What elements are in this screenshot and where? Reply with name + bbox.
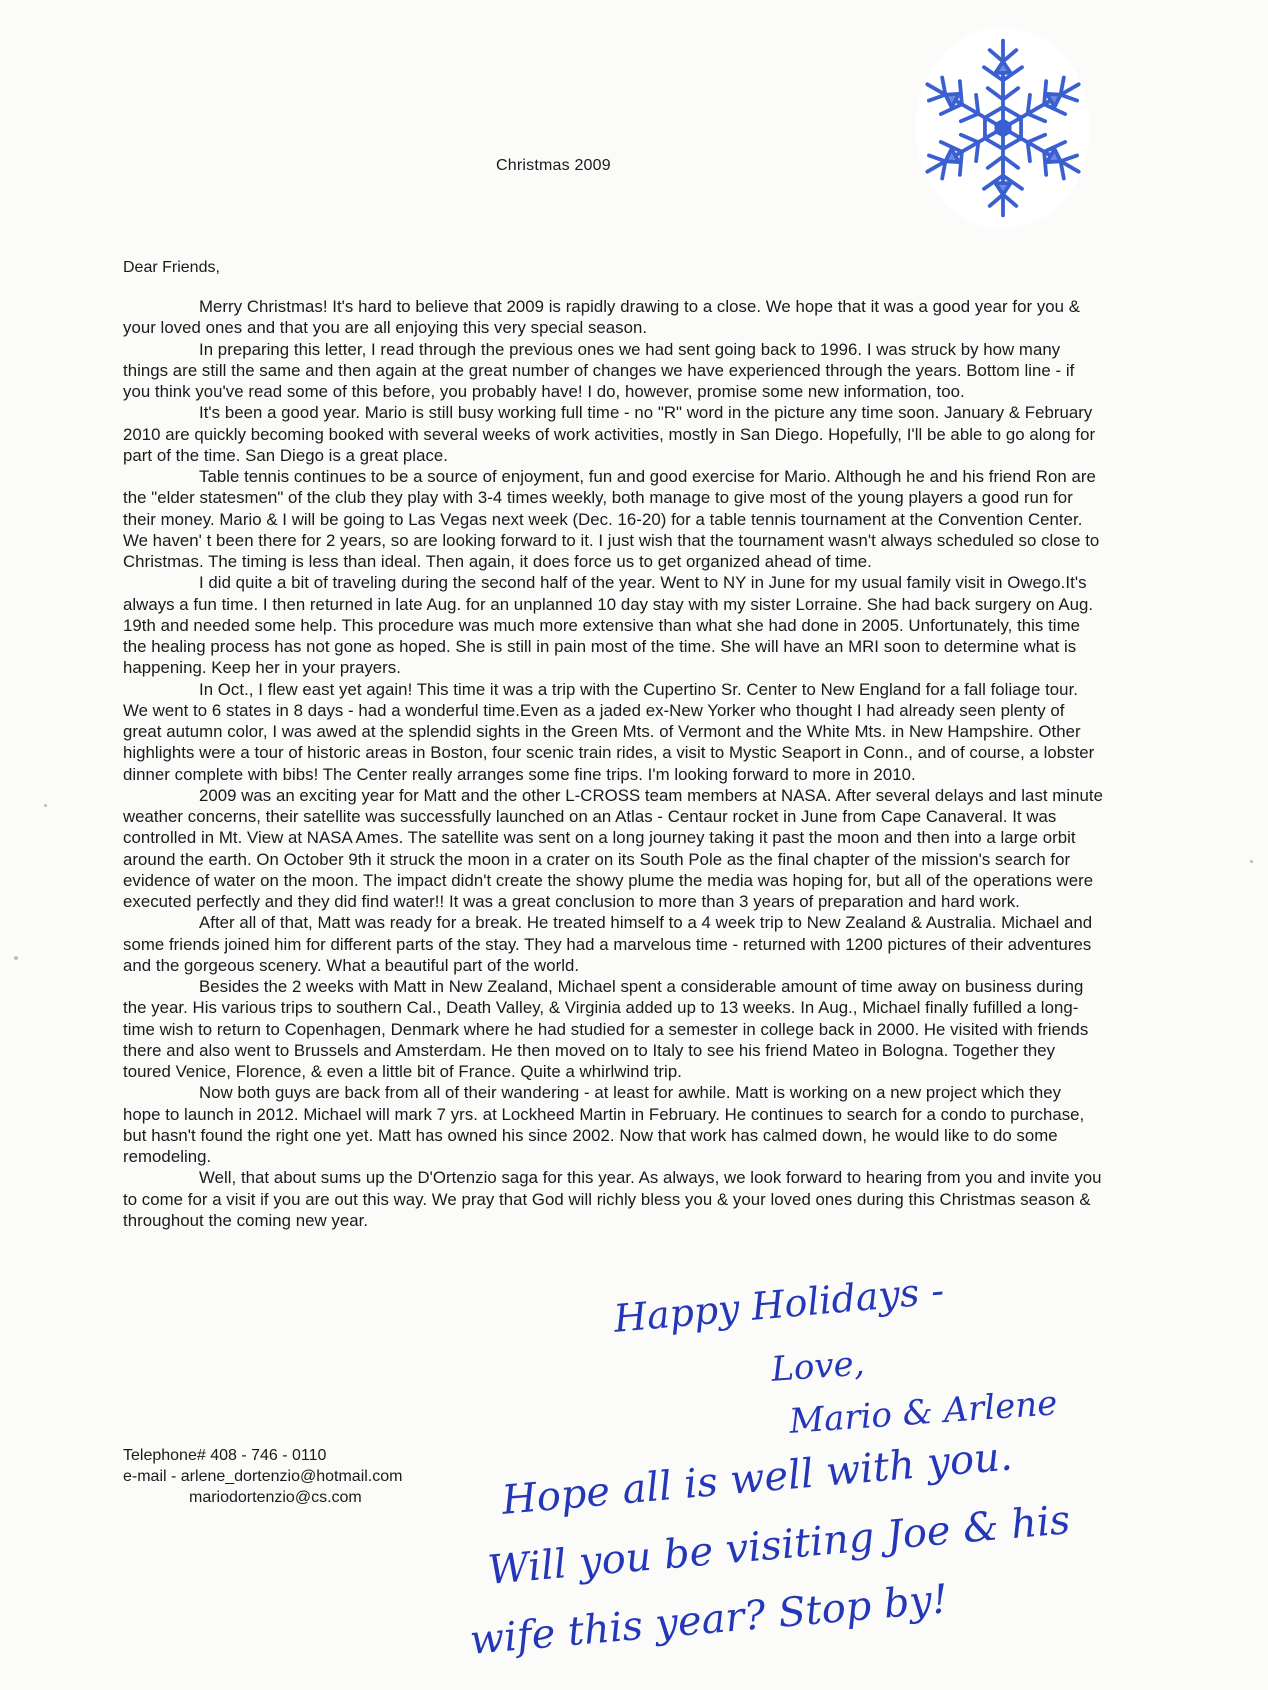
salutation: Dear Friends, [123,259,220,276]
paragraph: It's been a good year. Mario is still busy working full time - no "R" word in the picture any time soon. January & February 2010 are quickly becoming booked with several weeks of work activities, mostly in San Diego. Hopefully, I'll be able to go along for part of the time. San Diego is a great place. [123,403,1096,465]
letter-body [123,296,1103,1231]
paragraph: In Oct., I flew east yet again! This time it was a trip with the Cupertino Sr. Center to New England for a fall foliage tour. We went to 6 states in 8 days - had a wonderful time.Even as a jaded ex-New Yorker who thought I had already seen plenty of great autumn color, I was awed at the splendid sights in the Green Mts. of Vermont and the White Mts. in New Hampshire. Other highlights were a tour of historic areas in Boston, four scenic train rides, a visit to Mystic Seaport in Conn., and of course, a lobster dinner complete with bibs! The Center really arranges some fine trips. I'm looking forward to more in 2010. [123,679,1095,784]
scan-speck [44,804,47,807]
paragraph: 2009 was an exciting year for Matt and the other L-CROSS team members at NASA. After several delays and last minute weather concerns, their satellite was successfully launched on an Atlas - Centaur rocket in June from Cape Canaveral. It was controlled in Mt. View at NASA Ames. The satellite was sent on a long journey taking it past the moon and then into a large orbit around the earth. On October 9th it struck the moon in a crater on its South Pole as the final chapter of the mission's search for evidence of water on the moon. The impact didn't create the showy plume the media was hoping for, but all of the operations were executed perfectly and they did find water!! It was a great conclusion to more than 3 years of preparation and hard work. [123,785,1103,911]
paragraph: Now both guys are back from all of their wandering - at least for awhile. Matt is working on a new project which they hope to launch in 2012. Michael will mark 7 yrs. at Lockheed Martin in February. He continues to search for a condo to purchase, but hasn't found the right one yet. Matt has owned his since 2002. Now that work has calmed down, he would like to do some remodeling. [123,1083,1085,1166]
telephone-number: Telephone# 408 - 746 - 0110 [123,1447,327,1464]
scan-speck [1250,860,1253,863]
handwritten-note-line: Will you be visiting Joe & his [486,1497,1073,1594]
paragraph: In preparing this letter, I read through the previous ones we had sent going back to 1996. I was struck by how many things are still the same and then again at the great number of changes we have experienced through the years. Bottom line - if you think you've read some of this before, you probably have! I do, however, promise some new information, too. [123,339,1075,401]
email-address-mario: mariodortenzio@cs.com [189,1489,362,1506]
paragraph: Besides the 2 weeks with Matt in New Zealand, Michael spent a considerable amount of time away on business during the year. His various trips to southern Cal., Death Valley, & Virginia added up to 13 weeks. In Aug., Michael finally fufilled a long-time wish to return to Copenhagen, Denmark where he had studied for a semester in college back in 2000. He visited with friends there and also went to Brussels and Amsterdam. He then moved on to Italy to see his friend Mateo in Bologna. Together they toured Venice, Florence, & even a little bit of France. Quite a whirlwind trip. [123,977,1089,1081]
contact-block [123,1445,402,1508]
handwritten-closing: Love, [770,1343,866,1390]
paragraph: Well, that about sums up the D'Ortenzio saga for this year. As always, we look forward to hearing from you and invite you to come for a visit if you are out this way. We pray that God will richly bless you & your loved ones during this Christmas season & throughout the coming new year. [123,1168,1102,1230]
letter-title: Christmas 2009 [496,157,611,174]
handwritten-note-line: wife this year? Stop by! [468,1576,950,1664]
paragraph: After all of that, Matt was ready for a break. He treated himself to a 4 week trip to New Zealand & Australia. Michael and some friends joined him for different parts of the stay. They had a marvelous time - returned with 1200 pictures of their adventures and the gorgeous scenery. What a beautiful part of the world. [123,913,1093,975]
handwritten-note-line: Hope all is well with you. [500,1433,1015,1524]
paragraph: Table tennis continues to be a source of enjoyment, fun and good exercise for Mario. Although he and his friend Ron are the "elder statesmen" of the club they play with 3-4 times weekly, both manage to give most of the young players a good run for their money. Mario & I will be going to Las Vegas next week (Dec. 16-20) for a table tennis tournament at the Convention Center. We haven' t been there for 2 years, so are looking forward to it. I just wish that the tournament wasn't always scheduled so close to Christmas. The timing is less than ideal. Then again, it does force us to get organized ahead of time. [123,467,1100,571]
handwritten-greeting: Happy Holidays - [612,1268,946,1341]
snowflake-icon [908,18,1098,238]
email-address-arlene: e-mail - arlene_dortenzio@hotmail.com [123,1468,403,1485]
paragraph: I did quite a bit of traveling during the second half of the year. Went to NY in June for my usual family visit in Owego.It's always a fun time. I then returned in late Aug. for an unplanned 10 day stay with my sister Lorraine. She had back surgery on Aug. 19th and needed some help. This procedure was much more extensive than what she had done in 2005. Unfortunately, this time the healing process has not gone as hoped. She is still in pain most of the time. She will have an MRI soon to determine what is happening. Keep her in your prayers. [123,573,1094,678]
paragraph: Merry Christmas! It's hard to believe that 2009 is rapidly drawing to a close. We hope that it was a good year for you & your loved ones and that you are all enjoying this very special season. [123,297,1081,338]
handwritten-signature: Mario & Arlene [788,1383,1059,1442]
scan-speck [14,956,18,960]
